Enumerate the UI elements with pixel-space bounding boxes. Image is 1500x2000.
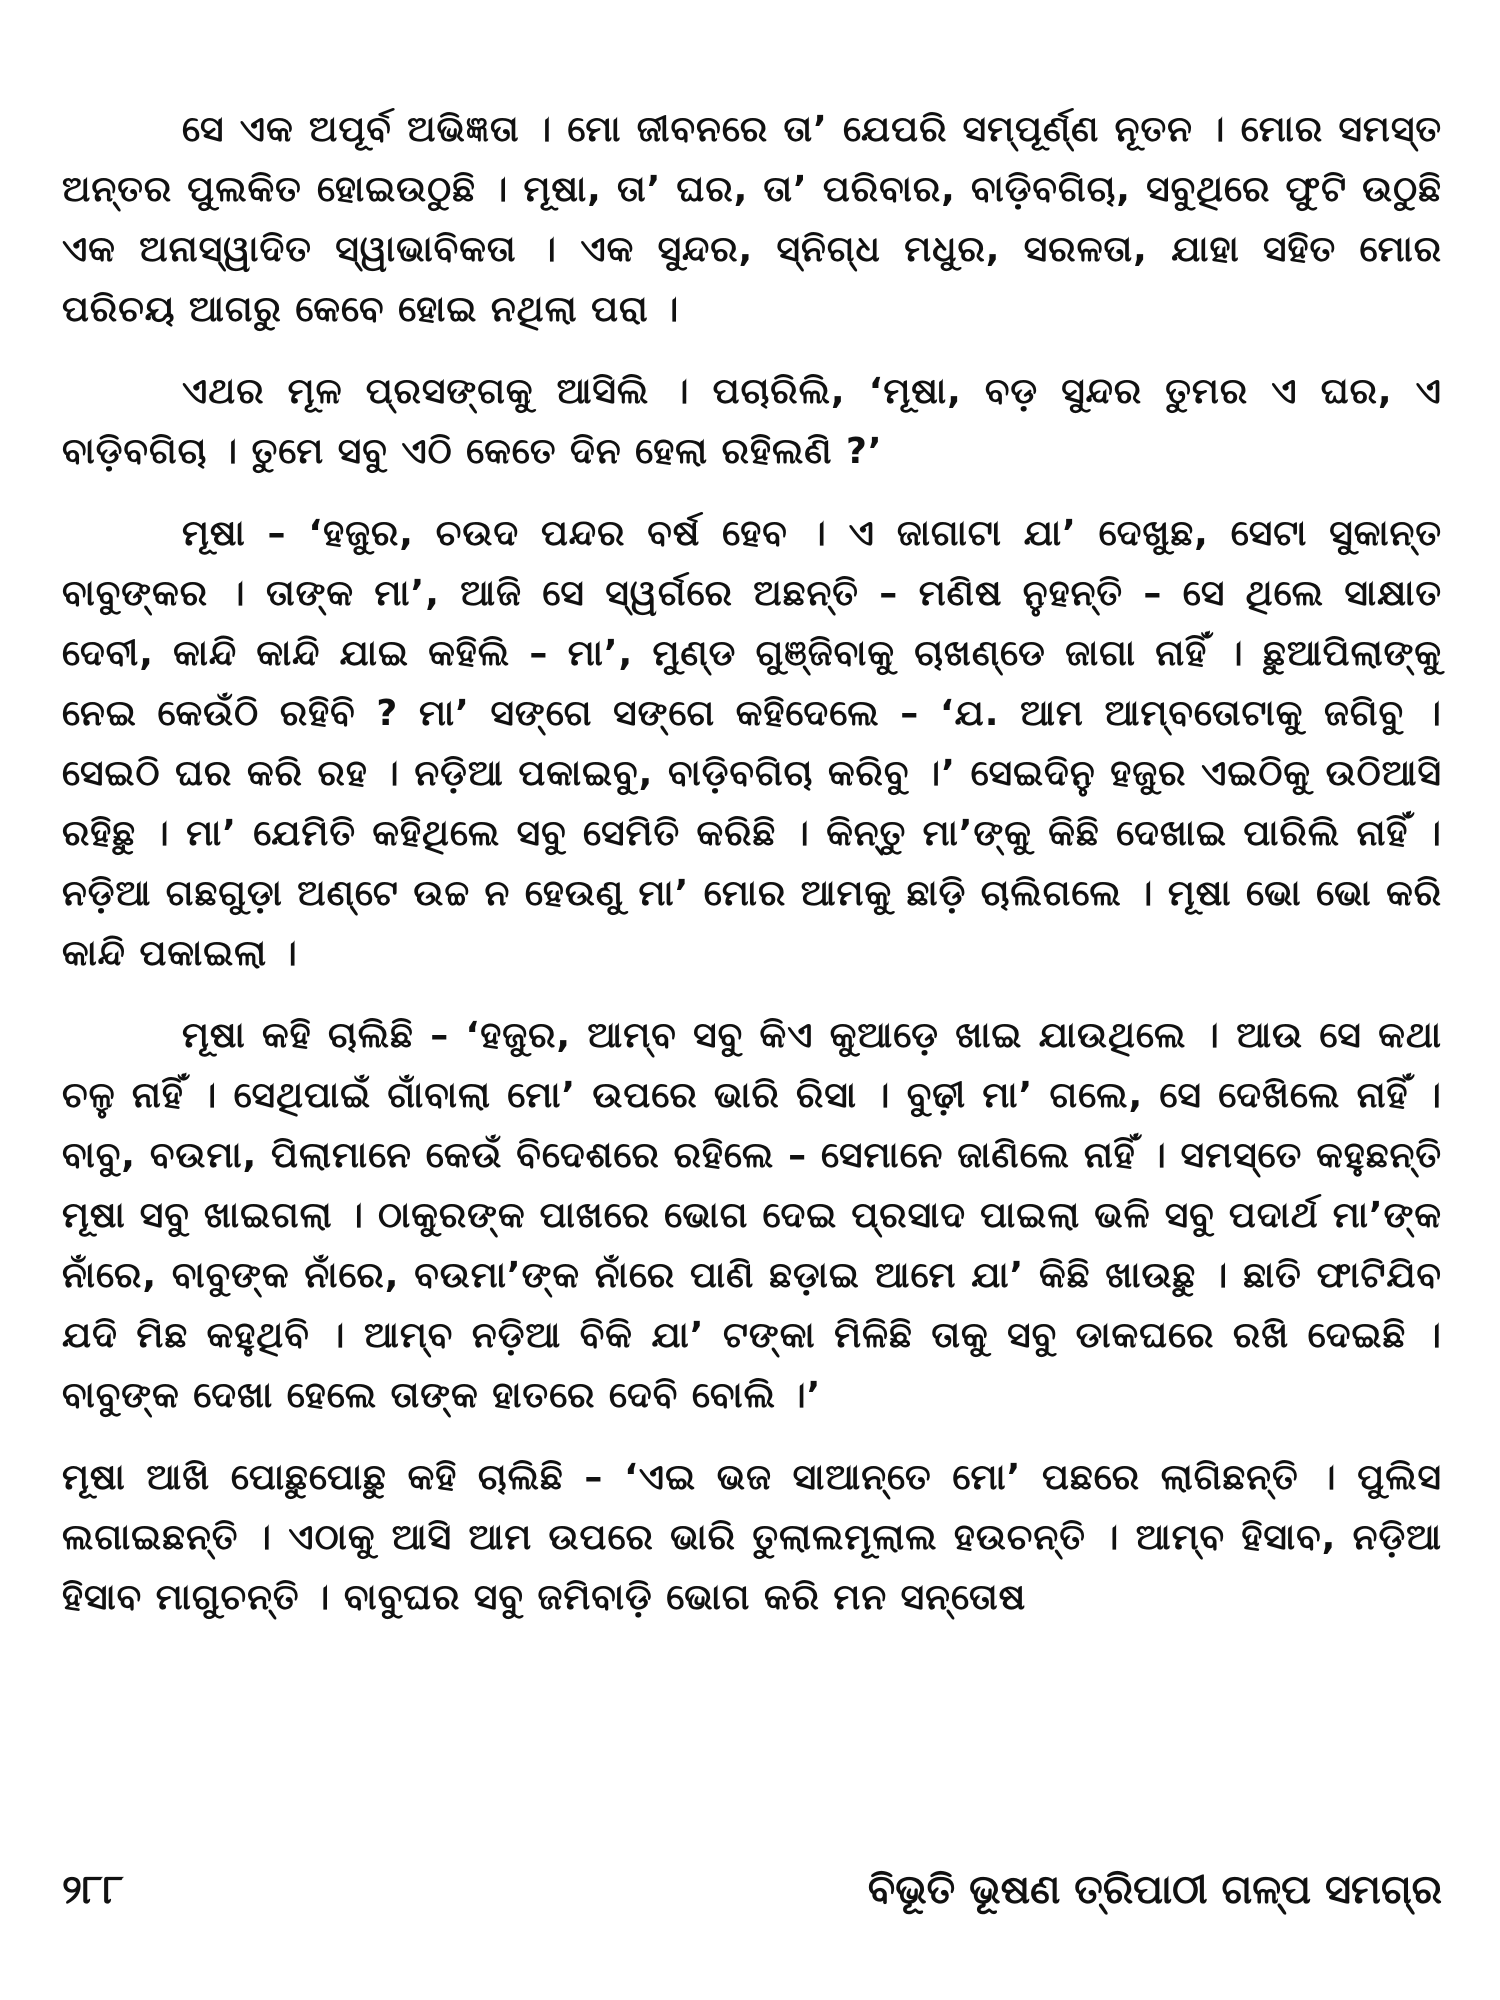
page-number: ୨୮୮	[62, 1867, 124, 1913]
page-body	[62, 100, 1442, 1950]
paragraph-2: ଏଥର ମୂଳ ପ୍ରସଙ୍ଗକୁ ଆସିଲି । ପଚାରିଲି, ‘ମୂଷା, ବଡ଼ ସୁନ୍ଦର ତୁମର ଏ ଘର, ଏ ବାଡ଼ିବଗିଚା । ତୁମେ ସବୁ ଏଠି କେତେ ଦିନ ହେଲା ରହିଲଣି ?’	[62, 371, 1442, 472]
page-footer	[62, 1860, 1442, 1920]
paragraph-3: ମୂଷା – ‘ହଜୁର, ଚଉଦ ପନ୍ଦର ବର୍ଷ ହେବ । ଏ ଜାଗାଟା ଯା’ ଦେଖୁଛ, ସେଟା ସୁକାନ୍ତ ବାବୁଙ୍କର । ତାଙ୍କ ମା’, ଆଜି ସେ ସ୍ୱର୍ଗରେ ଅଛନ୍ତି – ମଣିଷ ନୁହନ୍ତି – ସେ ଥିଲେ ସାକ୍ଷାତ ଦେବୀ, କାନ୍ଦି କାନ୍ଦି ଯାଇ କହିଲି – ମା’, ମୁଣ୍ଡ ଗୁଞ୍ଜିବାକୁ ଚାଖଣ୍ଡେ ଜାଗା ନାହିଁ । ଛୁଆପିଲାଙ୍କୁ ନେଇ କେଉଁଠି ରହିବି ? ମା’ ସଙ୍ଗେ ସଙ୍ଗେ କହିଦେଲେ – ‘ଯ. ଆମ ଆମ୍ବତୋଟାକୁ ଜଗିବୁ । ସେଇଠି ଘର କରି ରହ । ନଡ଼ିଆ ପକାଇବୁ, ବାଡ଼ିବଗିଚା କରିବୁ ।’ ସେଇଦିନୁ ହଜୁର ଏଇଠିକୁ ଉଠିଆସି ରହିଛୁ । ମା’ ଯେମିତି କହିଥିଲେ ସବୁ ସେମିତି କରିଛି । କିନ୍ତୁ ମା’ଙ୍କୁ କିଛି ଦେଖାଇ ପାରିଲି ନାହିଁ । ନଡ଼ିଆ ଗଛଗୁଡ଼ା ଅଣ୍ଟେ ଉଚ୍ଚ ନ ହେଉଣୁ ମା’ ମୋର ଆମକୁ ଛାଡ଼ି ଚାଲିଗଲେ । ମୂଷା ଭୋ ଭୋ କରି କାନ୍ଦି ପକାଇଲା ।	[62, 513, 1442, 974]
paragraph-5: ମୂଷା ଆଖି ପୋଛୁପୋଛୁ କହି ଚାଲିଛି – ‘ଏଇ ଭଜ ସାଆନ୍ତେ ମୋ’ ପଛରେ ଲାଗିଛନ୍ତି । ପୁଲିସ ଲଗାଇଛନ୍ତି । ଏଠାକୁ ଆସି ଆମ ଉପରେ ଭାରି ତୁଲାଲମୂଲାଲ ହଉଚନ୍ତି । ଆମ୍ବ ହିସାବ, ନଡ଼ିଆ ହିସାବ ମାଗୁଚନ୍ତି । ବାବୁଘର ସବୁ ଜମିବାଡ଼ି ଭୋଗ କରି ମନ ସନ୍ତୋଷ	[62, 1457, 1442, 1618]
book-title: ବିଭୂତି ଭୂଷଣ ତ୍ରିପାଠୀ ଗଳ୍ପ ସମଗ୍ର	[867, 1867, 1442, 1913]
paragraph-1: ସେ ଏକ ଅପୂର୍ବ ଅଭିଜ୍ଞତା । ମୋ ଜୀବନରେ ତା’ ଯେପରି ସମ୍ପୂର୍ଣ୍ଣ ନୂତନ । ମୋର ସମସ୍ତ ଅନ୍ତର ପୁଲକିତ ହୋଇଉଠୁଛି । ମୂଷା, ତା’ ଘର, ତା’ ପରିବାର, ବାଡ଼ିବଗିଚା, ସବୁଥିରେ ଫୁଟି ଉଠୁଛି ଏକ ଅନାସ୍ୱାଦିତ ସ୍ୱାଭାବିକତା । ଏକ ସୁନ୍ଦର, ସ୍ନିଗ୍ଧ ମଧୁର, ସରଳତା, ଯାହା ସହିତ ମୋର ପରିଚୟ ଆଗରୁ କେବେ ହୋଇ ନଥିଲା ପରା ।	[62, 109, 1442, 330]
paragraph-4: ମୂଷା କହି ଚାଲିଛି – ‘ହଜୁର, ଆମ୍ବ ସବୁ କିଏ କୁଆଡ଼େ ଖାଇ ଯାଉଥିଲେ । ଆଉ ସେ କଥା ଚଳୁ ନାହିଁ । ସେଥିପାଇଁ ଗାଁବାଲା ମୋ’ ଉପରେ ଭାରି ରିସା । ବୁଢ଼ୀ ମା’ ଗଲେ, ସେ ଦେଖିଲେ ନାହିଁ । ବାବୁ, ବଉମା, ପିଲାମାନେ କେଉଁ ବିଦେଶରେ ରହିଲେ – ସେମାନେ ଜାଣିଲେ ନାହିଁ । ସମସ୍ତେ କହୁଛନ୍ତି ମୂଷା ସବୁ ଖାଇଗଲା । ଠାକୁରଙ୍କ ପାଖରେ ଭୋଗ ଦେଇ ପ୍ରସାଦ ପାଇଲା ଭଳି ସବୁ ପଦାର୍ଥ ମା’ଙ୍କ ନାଁରେ, ବାବୁଙ୍କ ନାଁରେ, ବଉମା’ଙ୍କ ନାଁରେ ପାଣି ଛଡ଼ାଇ ଆମେ ଯା’ କିଛି ଖାଉଛୁ । ଛାତି ଫାଟିଯିବ ଯଦି ମିଛ କହୁଥିବି । ଆମ୍ବ ନଡ଼ିଆ ବିକି ଯା’ ଟଙ୍କା ମିଳିଛି ତାକୁ ସବୁ ଡାକଘରେ ରଖି ଦେଇଛି । ବାବୁଙ୍କ ଦେଖା ହେଲେ ତାଙ୍କ ହାତରେ ଦେବି ବୋଲି ।’	[62, 1015, 1443, 1416]
